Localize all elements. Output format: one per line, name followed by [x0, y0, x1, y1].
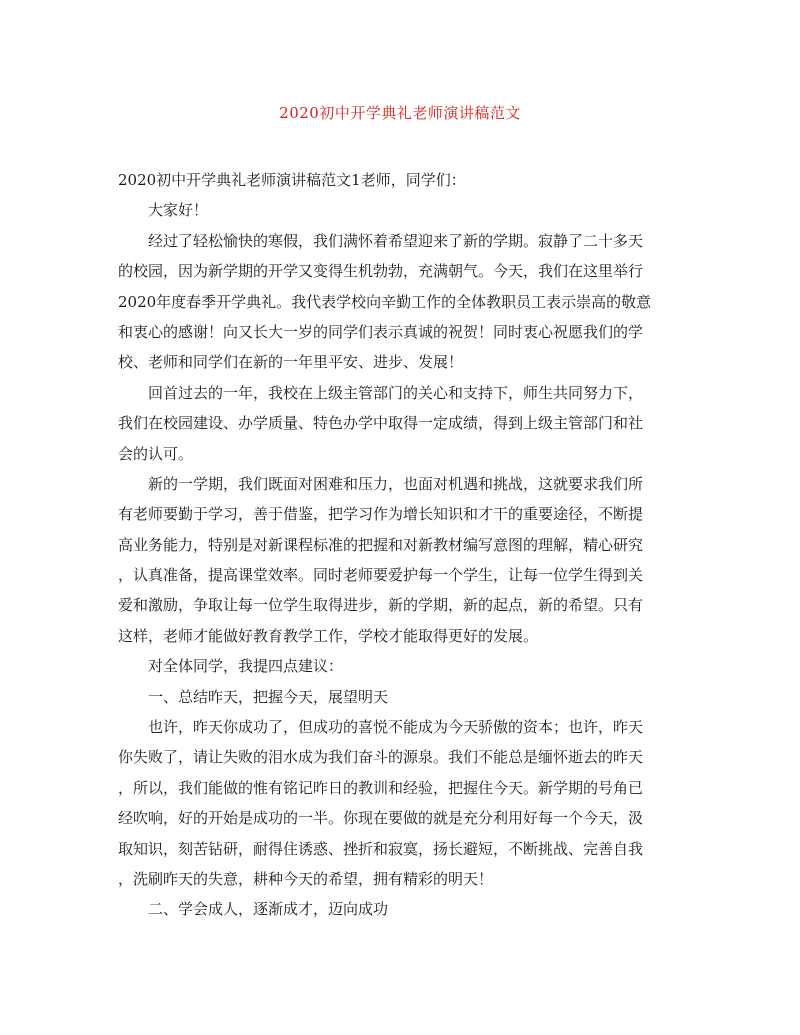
text-line: 2020初中开学典礼老师演讲稿范文1老师，同学们： [118, 171, 466, 189]
text-line: 二、学会成人，逐渐成才，迈向成功 [148, 900, 389, 919]
text-line: 的校园，因为新学期的开学又变得生机勃勃，充满朝气。今天，我们在这里举行 [118, 262, 644, 281]
text-line: 一、总结昨天，把握今天，展望明天 [148, 687, 389, 706]
text-line: 会的认可。 [118, 444, 194, 463]
text-line: 和衷心的感谢！向又长大一岁的同学们表示真诚的祝贺！同时衷心祝愿我们的学 [118, 322, 644, 341]
text-line: 新的一学期，我们既面对困难和压力，也面对机遇和挑战，这就要求我们所 [148, 474, 644, 493]
text-line: 取知识，刻苦钻研，耐得住诱惑、挫折和寂寞，扬长避短，不断挑战、完善自我 [118, 839, 644, 858]
text-line: 2020年度春季开学典礼。我代表学校向辛勤工作的全体教职员工表示崇高的敬意 [118, 292, 652, 311]
text-line: 大家好！ [148, 201, 209, 220]
text-line: 这样，老师才能做好教育教学工作，学校才能取得更好的发展。 [118, 626, 539, 645]
document-body [118, 165, 684, 925]
text-line: ，所以，我们能做的惟有铭记昨日的教训和经验，把握住今天。新学期的号角已 [118, 778, 644, 797]
text-line: 对全体同学，我提四点建议： [148, 657, 344, 676]
text-line: ，认真准备，提高课堂效率。同时老师要爱护每一个学生，让每一位学生得到关 [118, 566, 644, 585]
text-line: 经吹响，好的开始是成功的一半。你现在要做的就是充分利用好每一个今天，汲 [118, 809, 644, 828]
text-line: 有老师要勤于学习，善于借鉴，把学习作为增长知识和才干的重要途径，不断提 [118, 505, 644, 524]
document-title: 2020初中开学典礼老师演讲稿范文 [279, 104, 521, 122]
text-line: 高业务能力，特别是对新课程标准的把握和对新教材编写意图的理解，精心研究 [118, 535, 644, 554]
text-line: 爱和激励，争取让每一位学生取得进步，新的学期，新的起点，新的希望。只有 [118, 596, 644, 615]
text-line: 你失败了，请让失败的泪水成为我们奋斗的源泉。我们不能总是缅怀逝去的昨天 [118, 748, 644, 767]
text-line: 校、老师和同学们在新的一年里平安、进步、发展！ [118, 353, 464, 372]
text-line: 回首过去的一年，我校在上级主管部门的关心和支持下，师生共同努力下， [148, 383, 644, 402]
text-line: 经过了轻松愉快的寒假，我们满怀着希望迎来了新的学期。寂静了二十多天 [148, 231, 644, 250]
text-line: 我们在校园建设、办学质量、特色办学中取得一定成绩，得到上级主管部门和社 [118, 414, 644, 433]
text-line: ，洗刷昨天的失意，耕种今天的希望，拥有精彩的明天！ [118, 869, 494, 888]
text-line: 也许，昨天你成功了，但成功的喜悦不能成为今天骄傲的资本；也许，昨天 [148, 718, 644, 737]
